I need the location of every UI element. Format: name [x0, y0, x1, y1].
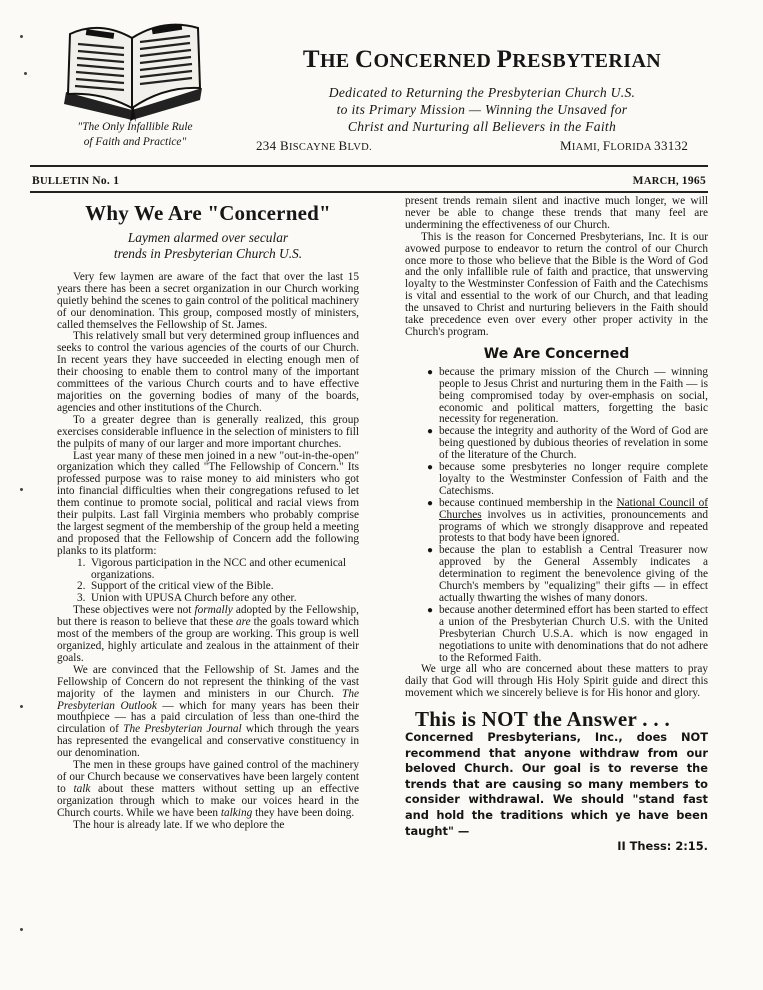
bulletin-number: BULLETIN No. 1	[32, 175, 120, 187]
answer-heading: This is NOT the Answer . . .	[415, 707, 671, 732]
concern-item: ● because the plan to establish a Central Treasurer now approved by the General Assembly indicates a determination to regiment the benevolence giving of the Church's members by "equalizing" their gifts — in effect actually thwarting the wishes of many donors.	[427, 544, 708, 604]
city-state: MIAMI, FLORIDA 33132	[560, 138, 689, 153]
concern-item: ● because the primary mission of the Church — winning people to Jesus Christ and nurturing them in the Faith — is being compromised today by over-emphasis on social, economic and political matters, forgetting the basic necessity for regeneration.	[427, 365, 708, 426]
street-address: 234 BISCAYNE BLVD.	[256, 138, 372, 153]
concerned-heading: We Are Concerned	[483, 345, 630, 362]
article-deck	[57, 230, 359, 262]
mission-line: to its Primary Mission — Winning the Unsaved for	[336, 102, 628, 117]
issue-date: MARCH, 1965	[632, 175, 706, 187]
margin-speck	[20, 488, 23, 491]
concerns-list	[405, 367, 708, 665]
scripture-reference: II Thess: 2:15.	[617, 839, 708, 854]
divider	[30, 165, 708, 167]
concern-item: ● because continued membership in the National Council of Churches involves us in activities, pronouncements and programs of which we strongly disapprove and repeated protests to that body have been ignored.	[427, 496, 708, 545]
paragraph: We are convinced that the Fellowship of St. James and the Fellowship of Concern do not represent the thinking of the vast majority of the laymen and ministers in our Church. The Presbyterian Outlook — which for many years has been their mouthpiece — has a paid circulation of less than one-third the circulation of The Presbyterian Journal which through the years has represented the evangelical and conservative constituency in our denomination.	[57, 663, 360, 760]
paragraph: We urge all who are concerned about these matters to pray daily that God will through His Holy Spirit guide and direct this movement which we sincerely believe is for His honor and glory.	[405, 663, 708, 700]
paragraph: The men in these groups have gained control of the machinery of our Church because we conservatives have been largely content to talk about these matters without setting up an effective organization through which to make our voices heard in the Church courts. While we have been talking they have been doing.	[57, 759, 359, 819]
margin-speck	[20, 928, 23, 931]
concern-item: ● because another determined effort has been started to effect a union of the Presbyterian Church U.S. with the United Presbyterian Church U.S.A. which is now engaged in negotiations to unite with denominations that do not adhere to the Reformed Faith.	[427, 603, 708, 664]
paragraph: Last year many of these men joined in a new "out-in-the-open" organization which they called "The Fellowship of Concern." Its professed purpose was to raise money to aid ministers who got into financial difficulties when their congregations refused to let them continue to promote social, political and racial views from their pulpits. Last fall Virginia members who probably comprise the largest segment of the membership of the group held a meeting and proposed that the Fellowship of Concern add the following planks to its platform:	[57, 449, 359, 557]
bullet-dot-icon: ●	[427, 366, 434, 378]
motto-line: "The Only Infallible Rule	[77, 121, 193, 133]
plank-item: 2. Support of the critical view of the Bible.	[77, 580, 274, 593]
margin-speck	[20, 35, 23, 38]
margin-speck	[20, 705, 23, 708]
answer-body: Concerned Presbyterians, Inc., does NOT recommend that anyone withdraw from our beloved Church. Our goal is to reverse the trends that are causing so many members to consider withdrawal. We should "stand fast and hold the traditions which ye have been taught" —	[405, 730, 708, 838]
divider	[30, 191, 708, 193]
paragraph: The hour is already late. If we who deplore the	[73, 818, 285, 831]
left-column	[57, 200, 359, 832]
paragraph: Very few laymen are aware of the fact that over the last 15 years there has been a secret organization in our Church working quietly behind the scenes to gain control of the political machinery of our denomination. This group, composed mostly of ministers, called themselves the Fellowship of St. James.	[57, 270, 359, 331]
paragraph: This is the reason for Concerned Presbyterians, Inc. It is our avowed purpose to endeavor to return the control of our Church once more to those who believe that the Bible is the Word of God and the only infallible rule of faith and practice, that unswerving loyalty to the Westminster Confession of Faith and the Catechisms is vital and essential to the work of our Church, and that leading the unsaved to Christ and nurturing believers in the Faith should take precedence even over every other proper activity in the Church's program.	[405, 230, 708, 338]
publication-title: THE CONCERNED PRESBYTERIAN	[302, 46, 662, 73]
deck-line: trends in Presbyterian Church U.S.	[113, 245, 303, 261]
concern-item: ● because some presbyteries no longer require complete loyalty to the Westminster Confession of Faith and the Catechisms.	[427, 461, 708, 497]
article-headline: Why We Are "Concerned"	[85, 201, 331, 225]
paragraph: These objectives were not formally adopted by the Fellowship, but there is reason to believe that these are the goals toward which most of the members of the group are working. This group is well organized, highly articulate and zealous in the attainment of their goals.	[57, 604, 359, 664]
deck-line: Laymen alarmed over secular	[127, 229, 289, 245]
plank-item: 1. Vigorous participation in the NCC and other ecumenical organizations.	[77, 556, 347, 581]
planks-list	[57, 558, 359, 606]
margin-speck	[24, 72, 27, 75]
open-bible-icon	[60, 14, 208, 124]
right-column	[405, 196, 708, 853]
paragraph: To a greater degree than is generally realized, this group exercises considerable influence in the selection of ministers to fill the pulpits of many of our larger and more important churches.	[57, 413, 359, 450]
bullet-dot-icon: ●	[427, 604, 434, 616]
plank-item: 3. Union with UPUSA Church before any other.	[77, 592, 297, 605]
paragraph: present trends remain silent and inactive much longer, we will never be able to change these trends that many feel are undermining the effectiveness of our Church.	[405, 195, 708, 231]
bullet-dot-icon: ●	[427, 545, 434, 557]
bullet-dot-icon: ●	[427, 497, 434, 509]
concern-item: ● because the integrity and authority of the Word of God are being questioned by dubious theories of revelation in some of the literature of the Church.	[427, 425, 708, 462]
motto	[50, 120, 220, 150]
bullet-dot-icon: ●	[427, 426, 434, 438]
mission-line: Christ and Nurturing all Believers in the Faith	[347, 119, 617, 134]
motto-line: of Faith and Practice"	[83, 136, 187, 148]
mission-statement	[232, 84, 732, 135]
paragraph: This relatively small but very determined group influences and seeks to control the various agencies of the courts of our Church. In recent years they have succeeded in electing enough men of their choosing to enable them to control many of the important committees of the various Church courts and to have effective majorities on the governing bodies of many of the boards, agencies and other institutions of the Church.	[57, 330, 359, 414]
mission-line: Dedicated to Returning the Presbyterian Church U.S.	[328, 85, 636, 100]
bullet-dot-icon: ●	[427, 462, 434, 474]
